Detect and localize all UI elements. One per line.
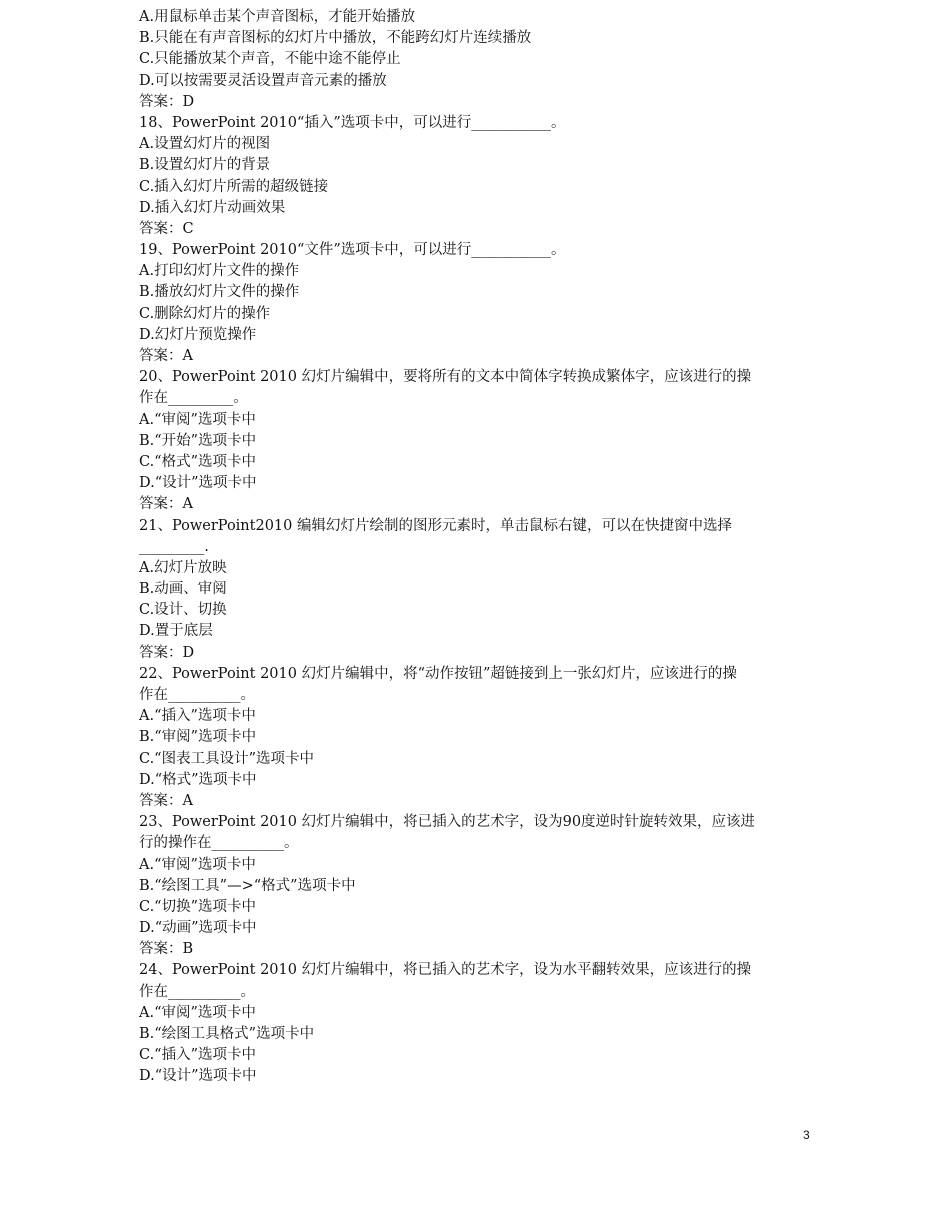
text-line: A.用鼠标单击某个声音图标，才能开始播放 — [139, 9, 416, 25]
option-line: A.打印幻灯片文件的操作 — [139, 263, 300, 280]
option-line: C.“插入”选项卡中 — [139, 1047, 257, 1064]
question-line: 作在_________。 — [139, 390, 248, 407]
option-line: D.“设计”选项卡中 — [139, 475, 257, 492]
question-line: 23、PowerPoint 2010 幻灯片编辑中，将已插入的艺术字，设为90度逆时针旋转效果，应该进 — [139, 814, 756, 831]
option-line: C.插入幻灯片所需的超级链接 — [139, 178, 329, 195]
question-line: 18、PowerPoint 2010“插入”选项卡中，可以进行___________。 — [139, 114, 566, 131]
text-line: C.只能播放某个声音，不能中途不能停止 — [139, 51, 401, 68]
text-line: B.只能在有声音图标的幻灯片中播放，不能跨幻灯片连续播放 — [139, 30, 532, 47]
question-line: _________. — [139, 538, 209, 555]
question-line: 20、PowerPoint 2010 幻灯片编辑中，要将所有的文本中简体字转换成繁体字，应该进行的操 — [139, 369, 752, 386]
question-line: 24、PowerPoint 2010 幻灯片编辑中，将已插入的艺术字，设为水平翻转效果，应该进行的操 — [139, 962, 752, 979]
question-line: 21、PowerPoint2010 编辑幻灯片绘制的图形元素时，单击鼠标右键，可以在快捷窗中选择 — [139, 517, 732, 534]
option-line: A.“审阅”选项卡中 — [139, 411, 256, 428]
answer-line: 答案：D — [139, 644, 195, 661]
option-line: D.幻灯片预览操作 — [139, 326, 257, 343]
option-line: C.“格式”选项卡中 — [139, 453, 257, 470]
option-line: B.播放幻灯片文件的操作 — [139, 284, 300, 301]
question-line: 19、PowerPoint 2010“文件”选项卡中，可以进行___________。 — [139, 242, 566, 259]
option-line: B.“审阅”选项卡中 — [139, 729, 257, 746]
option-line: B.“开始”选项卡中 — [139, 432, 257, 449]
text-line: D.可以按需要灵活设置声音元素的播放 — [139, 72, 387, 89]
answer-line: 答案：D — [139, 93, 195, 110]
question-list — [139, 7, 819, 1088]
option-line: A.“审阅”选项卡中 — [139, 1004, 256, 1021]
question-line: 22、PowerPoint 2010 幻灯片编辑中，将“动作按钮”超链接到上一张幻灯片，应该进行的操 — [139, 665, 737, 682]
question-line: 作在__________。 — [139, 687, 255, 703]
option-line: A.“插入”选项卡中 — [139, 708, 256, 725]
option-line: D.插入幻灯片动画效果 — [139, 199, 286, 216]
option-line: B.动画、审阅 — [139, 581, 227, 598]
option-line: B.“绘图工具格式”选项卡中 — [139, 1026, 315, 1042]
question-line: 作在__________。 — [139, 983, 255, 1000]
answer-line: 答案：C — [139, 220, 194, 237]
option-line: C.设计、切换 — [139, 602, 227, 619]
option-line: A.幻灯片放映 — [139, 559, 227, 576]
option-line: C.“切换”选项卡中 — [139, 898, 257, 915]
option-line: B.“绘图工具”—>“格式”选项卡中 — [139, 877, 356, 894]
option-line: D.“设计”选项卡中 — [139, 1068, 257, 1085]
answer-line: 答案：A — [139, 348, 193, 364]
option-line: D.“动画”选项卡中 — [139, 920, 257, 937]
option-line: A.设置幻灯片的视图 — [139, 136, 271, 153]
option-line: D.置于底层 — [139, 623, 213, 640]
question-line: 行的操作在__________。 — [139, 835, 299, 852]
option-line: C.“图表工具设计”选项卡中 — [139, 750, 315, 767]
option-line: A.“审阅”选项卡中 — [139, 856, 256, 873]
option-line: B.设置幻灯片的背景 — [139, 157, 271, 174]
option-line: C.删除幻灯片的操作 — [139, 305, 271, 322]
option-line: D.“格式”选项卡中 — [139, 771, 257, 788]
answer-line: 答案：A — [139, 496, 193, 513]
page-number: 3 — [803, 1128, 810, 1142]
answer-line: 答案：A — [139, 792, 193, 809]
answer-line: 答案：B — [139, 941, 194, 958]
